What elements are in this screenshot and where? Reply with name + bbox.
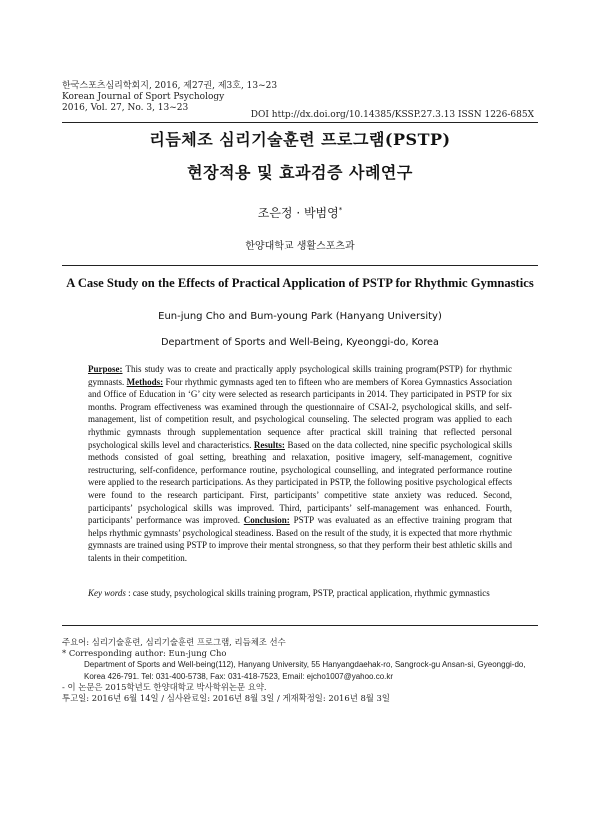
doi-issn[interactable]: DOI http://dx.doi.org/10.14385/KSSP.27.3.13 ISSN 1226-685X [250, 110, 534, 120]
keywords-text: : case study, psychological skills training program, PSTP, practical application, rhythmic gymnastics [125, 588, 490, 598]
footer-keywords-ko: 주요어: 심리기술훈련, 심리기술훈련 프로그램, 리듬체조 선수 [62, 637, 286, 647]
title-en: A Case Study on the Effects of Practical Application of PSTP for Rhythmic Gymnastics [66, 276, 534, 290]
footer-notes [62, 637, 552, 704]
abstract [88, 363, 512, 565]
title-ko-line1: 리듬체조 심리기술훈련 프로그램(PSTP) [149, 130, 451, 149]
abstract-purpose-label: Purpose: [88, 364, 123, 374]
abstract-methods-text: Four rhythmic gymnasts aged ten to fifteen who are members of Korea Gymnastics Association and Office of Education in ‘G’ city were selected as research participants in 2014. They participated in PSTP for six months. Program effectiveness was examined through the questionnaire of CSAI-2, psychological skills, and self-management, list of competition result, and psychological counseling. The selected program was applied to each rhythmic gymnasts through supplementation sequence after practical skill training that reflected personal psychological skills level and characteristics. [88, 376, 512, 450]
authors-ko-names: 조은정 · 박범영 [257, 206, 339, 220]
journal-citation-ko: 한국스포츠심리학회지, 2016, 제27권, 제3호, 13~23 [62, 81, 278, 91]
footer-rule [62, 625, 538, 626]
journal-name-en: Korean Journal of Sport Psychology [62, 92, 225, 102]
footer-address-line2: Korea 426-791. Tel: 031-400-5738, Fax: 031-418-7523, Email: ejcho1007@yahoo.co.kr [84, 671, 394, 681]
abstract-methods-label: Methods: [126, 376, 164, 387]
footer-dates: 투고일: 2016년 6월 14일 / 심사완료일: 2016년 8월 3일 / 게재확정일: 2016년 8월 3일 [62, 693, 390, 704]
authors-ko [0, 204, 600, 221]
abstract-purpose-text: This study was to create and practically apply psychological skills training program(PSTP) for rhythmic gymnasts. [88, 364, 512, 387]
journal-header [62, 81, 277, 114]
keywords-label: Key words [88, 588, 126, 598]
affiliation-en: Department of Sports and Well-Being, Kyeonggi-do, Korea [161, 337, 439, 348]
keywords [88, 588, 528, 598]
title-rule [62, 265, 538, 266]
footer-corresponding: * Corresponding author: Eun-jung Cho [62, 648, 227, 659]
abstract-conclusion-label: Conclusion: [243, 515, 290, 526]
header-rule [62, 122, 538, 123]
journal-volume: 2016, Vol. 27, No. 3, 13~23 [62, 103, 189, 113]
authors-en: Eun-jung Cho and Bum-young Park (Hanyang University) [158, 311, 442, 322]
abstract-conclusion-text: PSTP was evaluated as an effective training program that helps rhythmic gymnasts’ psychological steadiness. Based on the result of the study, it is expected that more rhythmic gymnasts are trained using PSTP to improve their mental strongness, so that they perform their best athletic skills and talents in their competition. [88, 515, 512, 563]
affiliation-ko: 한양대학교 생활스포츠과 [245, 241, 355, 252]
abstract-results-text: Based on the data collected, nine specific psychological skills methods consisted of goal setting, breathing and relaxation, positive imagery, self-management, cognitive restructuring, self-confidence, performance routine, psychological counselling, and integrated performance routine were applied to the research participations. As they participated in PSTP, the following positive psychological effects were found to the research participant. First, participants’ competitive state anxiety was reduced. Second, participants’ psychological skills was improved. Third, participants’ self-management was enhanced. Fourth, participants’ performance was improved. [88, 439, 512, 526]
footer-address-line1: Department of Sports and Well-being(112), Hanyang University, 55 Hanyangdaehak-ro, Sangrock-gu Ansan-si, Gyeonggi-do, [84, 660, 526, 670]
corresponding-mark: * [338, 206, 343, 214]
footer-thesis-note: - 이 논문은 2015학년도 한양대학교 박사학위논문 요약. [62, 681, 267, 692]
abstract-results-label: Results: [253, 439, 285, 450]
title-ko-line2: 현장적용 및 효과검증 사례연구 [187, 163, 413, 182]
